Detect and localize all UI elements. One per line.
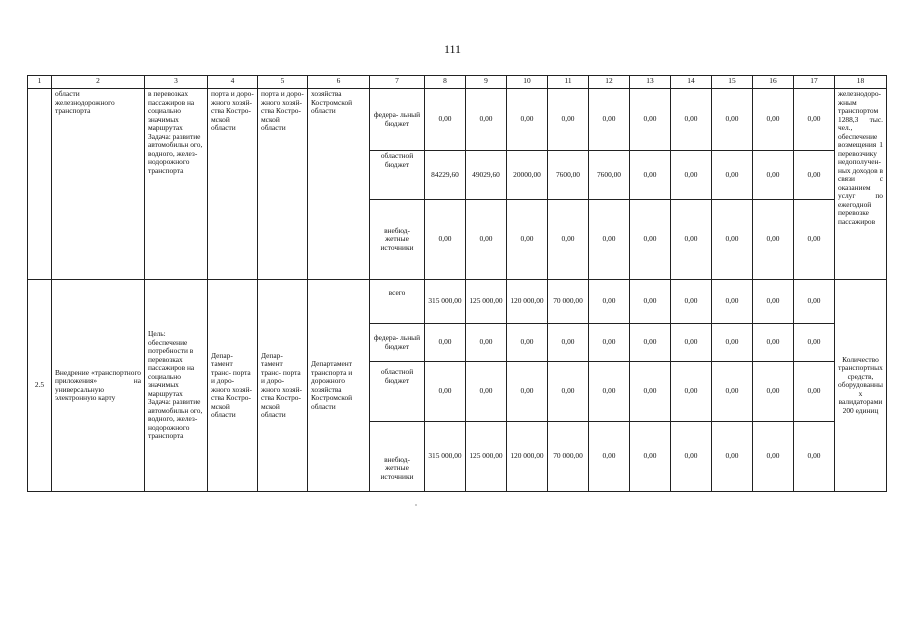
value-cell: 0,00 [753,280,794,324]
header-cell: 15 [712,76,753,89]
value-cell: 70 000,00 [548,422,589,492]
value-cell: 0,00 [466,89,507,151]
value-cell: 0,00 [630,89,671,151]
value-cell: 84229,60 [425,151,466,200]
coexecutor-cell: Депар- тамент транс- порта и доро- жного хозяй- ства Костро- мской области [258,280,308,492]
header-cell: 11 [548,76,589,89]
value-cell: 0,00 [589,89,630,151]
value-cell: 0,00 [753,324,794,362]
header-cell: 9 [466,76,507,89]
value-cell: 0,00 [548,89,589,151]
header-cell: 17 [794,76,835,89]
coexecutor-cell: порта и доро- жного хозяй- ства Костро- мской области [258,89,308,280]
value-cell: 125 000,00 [466,422,507,492]
value-cell: 0,00 [753,200,794,280]
value-cell: 0,00 [671,324,712,362]
value-cell: 0,00 [507,89,548,151]
value-cell: 0,00 [794,422,835,492]
value-cell: 0,00 [712,200,753,280]
value-cell: 0,00 [630,280,671,324]
header-cell: 16 [753,76,794,89]
value-cell: 0,00 [589,324,630,362]
result-cell: железнодоро- жным транспортом 1288,3 тыс. чел., обеспечение возмещения 1 перевозчику недополучен- ных доходов в связи с оказанием услуг по ежегодной перевозке пассажиров [835,89,887,280]
value-cell: 0,00 [712,362,753,422]
value-cell: 0,00 [712,324,753,362]
table-row [28,280,887,324]
executor-cell: Депар- тамент транс- порта и доро- жного хозяй- ства Костро- мской области [208,280,258,492]
value-cell: 0,00 [589,200,630,280]
value-cell: 0,00 [630,200,671,280]
value-cell: 7600,00 [548,151,589,200]
value-cell: 0,00 [794,151,835,200]
value-cell: 120 000,00 [507,422,548,492]
value-cell: 0,00 [712,422,753,492]
header-row [28,76,887,89]
value-cell: 0,00 [753,362,794,422]
value-cell: 0,00 [466,200,507,280]
header-cell: 18 [835,76,887,89]
value-cell: 0,00 [589,280,630,324]
value-cell: 125 000,00 [466,280,507,324]
header-cell: 12 [589,76,630,89]
value-cell: 0,00 [548,362,589,422]
value-cell: 0,00 [425,89,466,151]
value-cell: 0,00 [589,362,630,422]
value-cell: 0,00 [753,422,794,492]
value-cell: 0,00 [507,324,548,362]
value-cell: 0,00 [794,362,835,422]
value-cell: 0,00 [753,151,794,200]
program-table [27,75,887,492]
value-cell: 0,00 [794,324,835,362]
scan-artifact [415,504,417,506]
header-cell: 1 [28,76,52,89]
value-cell: 0,00 [589,422,630,492]
value-cell: 0,00 [671,200,712,280]
value-cell: 0,00 [712,280,753,324]
funding-source-cell: внебюд- жетные источники [370,200,425,280]
measure-name-cell: Внедрение «транспортного приложения» на универсальную электронную карту [52,280,145,492]
funding-source-cell: федера- льный бюджет [370,89,425,151]
header-cell: 14 [671,76,712,89]
funding-source-cell: внебюд- жетные источники [370,422,425,492]
goal-cell: в перевозках пассажиров на социально значимых маршрутах Задача: развитие автомобильн ого, водного, желез- нодорожного транспорта [145,89,208,280]
value-cell: 315 000,00 [425,280,466,324]
value-cell: 0,00 [507,200,548,280]
measure-name-cell: области железнодорожного транспорта [52,89,145,280]
header-cell: 7 [370,76,425,89]
value-cell: 7600,00 [589,151,630,200]
value-cell: 20000,00 [507,151,548,200]
header-cell: 2 [52,76,145,89]
header-cell: 6 [308,76,370,89]
value-cell: 49029,60 [466,151,507,200]
value-cell: 0,00 [630,324,671,362]
header-cell: 8 [425,76,466,89]
table-row [28,89,887,151]
value-cell: 0,00 [712,89,753,151]
value-cell: 0,00 [630,151,671,200]
header-cell: 3 [145,76,208,89]
value-cell: 0,00 [671,422,712,492]
value-cell: 0,00 [794,280,835,324]
header-cell: 10 [507,76,548,89]
header-cell: 13 [630,76,671,89]
funding-source-cell: областной бюджет [370,362,425,422]
value-cell: 0,00 [466,362,507,422]
value-cell: 0,00 [671,89,712,151]
value-cell: 0,00 [466,324,507,362]
value-cell: 0,00 [425,324,466,362]
funding-source-cell: федера- льный бюджет [370,324,425,362]
value-cell: 0,00 [712,151,753,200]
value-cell: 70 000,00 [548,280,589,324]
header-cell: 5 [258,76,308,89]
value-cell: 0,00 [671,362,712,422]
value-cell: 0,00 [794,89,835,151]
funding-source-cell: всего [370,280,425,324]
result-cell: Количество транспортных средств, оборудованных валидаторами 200 единиц [835,280,887,492]
value-cell: 0,00 [671,280,712,324]
funding-source-cell: областной бюджет [370,151,425,200]
header-cell: 4 [208,76,258,89]
value-cell: 0,00 [548,200,589,280]
value-cell: 0,00 [794,200,835,280]
value-cell: 0,00 [507,362,548,422]
value-cell: 315 000,00 [425,422,466,492]
value-cell: 0,00 [425,362,466,422]
executor-cell: порта и доро- жного хозяй- ства Костро- мской области [208,89,258,280]
value-cell: 0,00 [753,89,794,151]
row-number-cell [28,89,52,280]
value-cell: 0,00 [425,200,466,280]
row-number-cell: 2.5 [28,280,52,492]
page-number: 111 [443,42,462,56]
value-cell: 0,00 [630,362,671,422]
value-cell: 120 000,00 [507,280,548,324]
value-cell: 0,00 [671,151,712,200]
value-cell: 0,00 [548,324,589,362]
goal-cell: Цель: обеспечение потребности в перевозках пассажиров на социально значимых маршрутах Задача: развитие автомобильн ого, водного, желез- нодорожного транспорта [145,280,208,492]
value-cell: 0,00 [630,422,671,492]
responsible-cell: Департамент транспорта и дорожного хозяйства Костромской области [308,280,370,492]
responsible-cell: хозяйства Костромской области [308,89,370,280]
